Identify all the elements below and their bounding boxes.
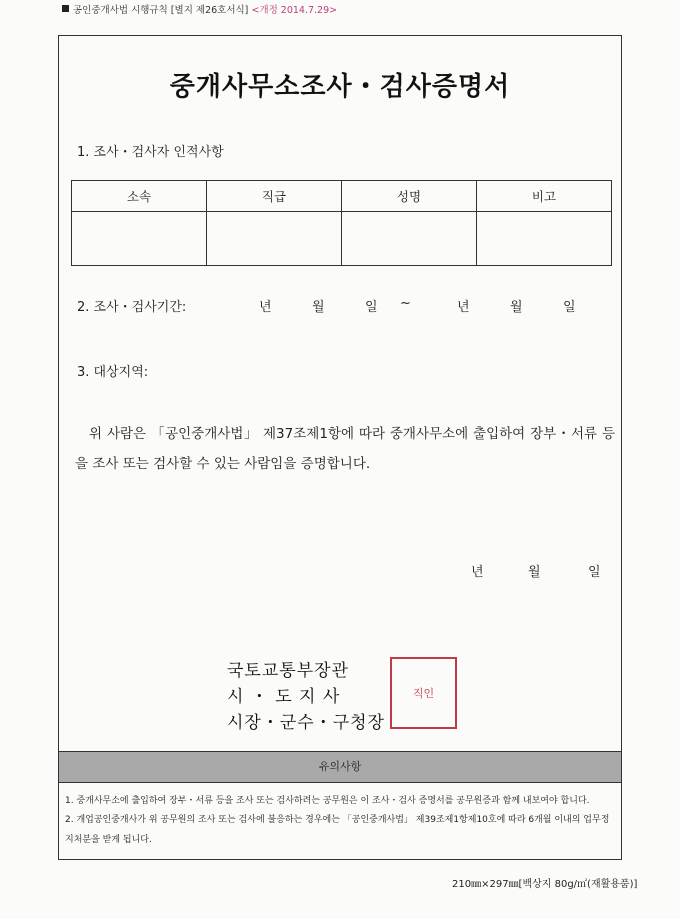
column-header-affiliation: 소속 (72, 181, 207, 212)
column-header-name: 성명 (342, 181, 477, 212)
cell-rank[interactable] (207, 212, 342, 266)
inspector-table (71, 180, 612, 266)
cell-name[interactable] (342, 212, 477, 266)
seal-label: 직인 (412, 687, 435, 700)
period-year2-label: 년 (457, 300, 470, 315)
paper-spec: 210㎜×297㎜[백상지 80g/㎡(재활용품)] (452, 879, 638, 890)
note-item-1: 1. 중개사무소에 출입하여 장부・서류 등을 조사 또는 검사하려는 공무원은 이 조사・검사 증명서를 공무원증과 함께 내보여야 합니다. (65, 796, 590, 806)
column-header-rank: 직급 (207, 181, 342, 212)
issuer-mayor: 시장・군수・구청장 (227, 713, 385, 733)
cell-affiliation[interactable] (72, 212, 207, 266)
revision-label: <개정 2014.7.29> (251, 5, 338, 16)
notes-heading: 유의사항 (59, 751, 621, 783)
document-title: 중개사무소조사・검사증명서 (169, 72, 511, 102)
form-frame (58, 35, 622, 860)
issue-day-label: 일 (588, 565, 601, 580)
regulation-label: 공인중개사법 시행규칙 [별지 제26호서식] (73, 5, 249, 16)
cell-remarks[interactable] (477, 212, 612, 266)
section2-label: 2. 조사・검사기간: (77, 300, 187, 315)
official-seal-box (390, 657, 457, 729)
certification-text: 위 사람은 「공인중개사법」 제37조제1항에 따라 중개사무소에 출입하여 장부・서류 등을 조사 또는 검사할 수 있는 사람임을 증명합니다. (75, 426, 615, 472)
issuer-minister: 국토교통부장관 (227, 661, 349, 681)
column-header-remarks: 비고 (477, 181, 612, 212)
square-bullet-icon (62, 5, 69, 12)
form-header (62, 2, 337, 16)
period-tilde: ~ (400, 296, 411, 311)
issue-month-label: 월 (528, 565, 541, 580)
section3-label: 3. 대상지역: (77, 365, 149, 380)
issue-year-label: 년 (471, 565, 484, 580)
period-month-label: 월 (312, 300, 325, 315)
section1-label: 1. 조사・검사자 인적사항 (77, 145, 224, 160)
period-day-label: 일 (365, 300, 378, 315)
issuer-governor: 시 ・ 도 지 사 (227, 687, 341, 707)
period-day2-label: 일 (563, 300, 576, 315)
period-year-label: 년 (259, 300, 272, 315)
period-month2-label: 월 (510, 300, 523, 315)
note-item-2: 2. 개업공인중개사가 위 공무원의 조사 또는 검사에 불응하는 경우에는 「공인중개사법」 제39조제1항제10호에 따라 6개월 이내의 업무정지처분을 받게 됩니다. (65, 815, 610, 845)
